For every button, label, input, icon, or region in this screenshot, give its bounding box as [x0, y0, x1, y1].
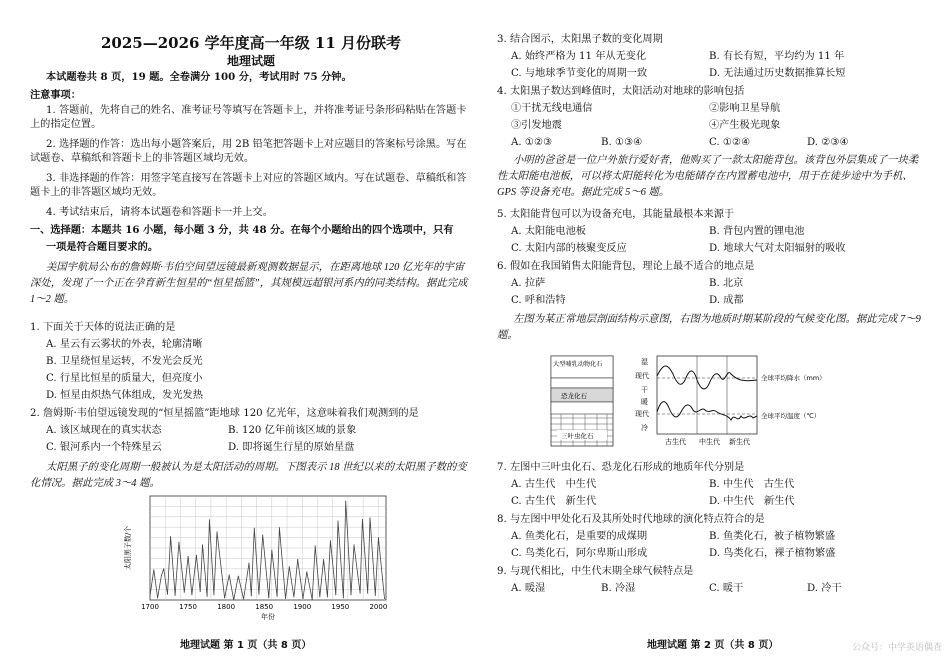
sunspot-point	[167, 594, 168, 595]
q8-option-d[interactable]: D. 鸟类化石，裸子植物繁盛	[709, 548, 836, 559]
label-cold: 冷	[641, 424, 648, 432]
q4-item-1: ①干扰无线电通信	[511, 103, 593, 114]
footer-page-1: 地理试题 第 1 页（共 8 页）	[180, 640, 312, 651]
sunspot-point	[153, 569, 154, 570]
sunspot-point	[161, 575, 162, 576]
q4-option-d[interactable]: D. ②③④	[807, 137, 849, 148]
layer-label-mammal: 大型哺乳动物化石	[553, 361, 603, 368]
watermark: 公众号：中学英语偶查	[851, 643, 942, 653]
q9-option-d[interactable]: D. 冷干	[807, 583, 842, 594]
note-2: 2. 选择题的作答：选出每小题答案后，用 2B 铅笔把答题卡上对应题目的答案标号涂黑。写在试题卷、草稿纸和答题卡上的非答题区域均无效。	[30, 139, 467, 164]
q2-option-c[interactable]: C. 银河系内一个特殊星云	[46, 442, 162, 453]
sunspot-chart	[118, 492, 398, 622]
q1-option-c[interactable]: C. 行星比恒星的质量大，但亮度小	[46, 373, 203, 384]
q6-option-a[interactable]: A. 拉萨	[511, 278, 546, 289]
sunspot-point	[184, 592, 185, 593]
sunspot-point	[229, 575, 230, 576]
label-warm: 暖	[641, 398, 648, 406]
sunspot-point	[343, 597, 344, 598]
era-cenozoic: 新生代	[729, 438, 750, 446]
sunspot-point	[303, 598, 304, 599]
x-tick-label: 2000	[369, 603, 388, 611]
section-1-line1: 一、选择题：本题共 16 小题，每小题 3 分，共 48 分。在每个小题给出的四个选项中，只有	[30, 224, 454, 236]
q7-option-d[interactable]: D. 中生代 新生代	[709, 496, 795, 507]
notes-heading: 注意事项：	[30, 89, 81, 101]
sunspot-point	[200, 591, 201, 592]
q6-stem: 6. 假如在我国销售太阳能背包，理论上最不适合的地点是	[497, 261, 755, 272]
sunspot-point	[360, 593, 361, 594]
q6-option-b[interactable]: B. 北京	[709, 278, 744, 289]
sunspot-point	[289, 566, 290, 567]
q5-option-a[interactable]: A. 太阳能电池板	[511, 226, 586, 237]
q4-option-a[interactable]: A. ①②③	[511, 137, 553, 148]
layer-jia	[551, 402, 613, 414]
footer-page-2: 地理试题 第 2 页（共 8 页）	[647, 640, 779, 651]
q7-option-a[interactable]: A. 古生代 中生代	[511, 479, 597, 490]
q7-stem: 7. 左图中三叶虫化石、恐龙化石形成的地质年代分别是	[497, 462, 745, 473]
q5-stem: 5. 太阳能背包可以为设备充电，其能量最根本来源于	[497, 209, 735, 220]
sunspot-point	[248, 563, 249, 564]
x-tick-labels	[141, 603, 387, 611]
sunspot-point	[323, 559, 324, 560]
q4-stem: 4. 太阳黑子数达到峰值时，太阳活动对地球的影响包括	[497, 86, 745, 97]
label-modern-temp: 现代	[635, 410, 649, 418]
sunspot-point	[330, 540, 331, 541]
section-1-line2: 一项是符合题目要求的。	[46, 241, 159, 253]
sunspot-point	[209, 519, 210, 520]
sunspot-point	[370, 517, 371, 518]
sunspot-point	[375, 595, 376, 596]
x-tick-label: 1700	[141, 603, 159, 611]
q1-stem: 1. 下面关于天体的说法正确的是	[30, 322, 176, 333]
x-axis-label: 年份	[261, 613, 275, 621]
sunspot-point	[345, 501, 346, 502]
sunspot-point	[384, 598, 385, 599]
sunspot-point	[277, 596, 278, 597]
sunspot-point	[350, 594, 351, 595]
sunspot-point	[319, 596, 320, 597]
q1-option-b[interactable]: B. 卫星绕恒星运转，不发光会反光	[46, 356, 203, 367]
sunspot-point	[251, 595, 252, 596]
passage-4: 左图为某正常地层剖面结构示意图，右图为地质时期某阶段的气候变化图。据此完成 7～9 题。	[497, 314, 921, 341]
sunspot-point	[271, 550, 272, 551]
sunspot-point	[216, 531, 217, 532]
sunspot-point	[297, 559, 298, 560]
q9-stem: 9. 与现代相比，中生代末期全球气候特点是	[497, 566, 694, 577]
sunspot-point	[178, 542, 179, 543]
q6-option-c[interactable]: C. 呼和浩特	[511, 295, 566, 306]
sunspot-point	[285, 598, 286, 599]
sunspot-point	[362, 519, 363, 520]
sunspot-point	[338, 520, 339, 521]
strata-climate-figure	[547, 350, 877, 452]
passage-3: 小明的爸爸是一位户外旅行爱好者，他购买了一款太阳能背包。该背包外层集成了一块柔性太阳能电池板，可以将太阳能转化为电能储存在内置蓄电池中，用于在徒步途中为手机、GPS 等设备充电。据此完成 5～6 题。	[497, 155, 919, 198]
q7-option-b[interactable]: B. 中生代 古生代	[709, 479, 795, 490]
passage-2: 太阳黑子的变化周期一般被认为是太阳活动的周期。下图表示 18 世纪以来的太阳黑子数的变化情况。据此完成 3～4 题。	[30, 462, 467, 489]
sunspot-point	[306, 571, 307, 572]
label-dry: 干	[641, 386, 648, 394]
x-tick-label: 1900	[293, 603, 312, 611]
x-tick-label: 1950	[331, 603, 350, 611]
label-precip: 全球平均降水（mm）	[761, 374, 826, 382]
q2-option-d[interactable]: D. 即将诞生行星的原始星盘	[228, 442, 355, 453]
q8-option-c[interactable]: C. 鸟类化石，阿尔卑斯山形成	[511, 548, 648, 559]
q4-option-c[interactable]: C. ①②④	[709, 137, 751, 148]
note-3: 3. 非选择题的作答：用签字笔直接写在答题卡上对应的答题区域内。写在试题卷、草稿纸和答题卡上的非答题区域均无效。	[30, 173, 467, 198]
q5-option-d[interactable]: D. 地球大气对太阳辐射的吸收	[709, 243, 846, 254]
q1-option-a[interactable]: A. 星云有云雾状的外表，轮廓清晰	[46, 339, 203, 350]
sunspot-point	[279, 527, 280, 528]
q3-option-c[interactable]: C. 与地球季节变化的周期一致	[511, 68, 648, 79]
note-4: 4. 考试结束后，请将本试题卷和答题卡一并上交。	[46, 207, 273, 218]
y-axis-label: 太阳黑子数/个	[124, 525, 132, 571]
q3-stem: 3. 结合图示，太阳黑子数的变化周期	[497, 34, 663, 45]
sunspot-point	[258, 594, 259, 595]
era-mesozoic: 中生代	[699, 438, 720, 446]
q9-option-a[interactable]: A. 暖湿	[511, 583, 546, 594]
sunspot-point	[327, 596, 328, 597]
sunspot-point	[293, 596, 294, 597]
sunspot-point	[224, 597, 225, 598]
q4-item-2: ②影响卫星导航	[709, 103, 781, 114]
sunspot-point	[354, 544, 355, 545]
sunspot-point	[268, 597, 269, 598]
x-tick-label: 1750	[179, 603, 197, 611]
sunspot-point	[335, 594, 336, 595]
exam-title: 2025—2026 学年度高一年级 11 月份联考	[100, 34, 402, 52]
q2-option-b[interactable]: B. 120 亿年前该区域的景象	[228, 425, 357, 436]
sunspot-point	[150, 595, 151, 596]
x-tick-label: 1850	[255, 603, 274, 611]
q3-option-b[interactable]: B. 有长有短，平均约为 11 年	[709, 51, 845, 62]
sunspot-point	[196, 555, 197, 556]
q5-option-c[interactable]: C. 太阳内部的核聚变反应	[511, 243, 627, 254]
q8-option-a[interactable]: A. 鱼类化石，是重要的成煤期	[511, 531, 648, 542]
sunspot-point	[233, 600, 234, 601]
sunspot-point	[163, 568, 164, 569]
sunspot-point	[207, 596, 208, 597]
label-temp: 全球平均温度（℃）	[761, 412, 821, 420]
sunspot-point	[312, 599, 313, 600]
sunspot-point	[262, 535, 263, 536]
q3-option-d[interactable]: D. 无法通过历史数据推算长短	[709, 68, 846, 79]
sunspot-point	[315, 545, 316, 546]
q2-stem: 2. 詹姆斯·韦伯望远镜发现的“恒星摇篮”距地球 120 亿光年，这意味着我们观测到的是	[30, 408, 419, 419]
sunspot-point	[367, 593, 368, 594]
x-tick-label: 1800	[217, 603, 236, 611]
sunspot-point	[254, 528, 255, 529]
sunspot-point	[213, 594, 214, 595]
q9-option-c[interactable]: C. 暖干	[709, 583, 744, 594]
q8-stem: 8. 与左图中甲处化石及其所处时代地球的演化特点符合的是	[497, 514, 765, 525]
q5-option-b[interactable]: B. 背包内置的锂电池	[709, 226, 805, 237]
q8-option-b[interactable]: B. 鱼类化石，被子植物繁盛	[709, 531, 836, 542]
sunspot-point	[170, 536, 171, 537]
label-wet: 湿	[641, 358, 648, 366]
sunspot-point	[243, 598, 244, 599]
climate-chart	[635, 356, 826, 446]
q6-option-d[interactable]: D. 成都	[709, 295, 744, 306]
q4-item-3: ③引发地震	[511, 120, 562, 131]
q4-option-b[interactable]: B. ①③④	[601, 137, 643, 148]
sunspot-point	[378, 537, 379, 538]
sunspot-point	[202, 544, 203, 545]
sunspot-point	[175, 595, 176, 596]
q3-option-a[interactable]: A. 始终严格为 11 年从无变化	[511, 51, 647, 62]
sunspot-point	[238, 576, 239, 577]
exam-info: 本试题卷共 8 页，19 题。全卷满分 100 分，考试用时 75 分钟。	[46, 71, 352, 83]
label-modern-precip: 现代	[635, 372, 649, 380]
strata-column	[551, 356, 613, 446]
era-paleozoic: 古生代	[665, 438, 686, 446]
sunspot-point	[157, 597, 158, 598]
q9-option-b[interactable]: B. 冷湿	[601, 583, 636, 594]
q7-option-c[interactable]: C. 古生代 新生代	[511, 496, 597, 507]
q4-item-4: ④产生极光现象	[709, 120, 781, 131]
exam-subtitle: 地理试题	[226, 54, 275, 68]
q1-option-d[interactable]: D. 恒星由炽热气体组成，发光发热	[46, 390, 203, 401]
sunspot-point	[188, 556, 189, 557]
sunspot-point	[191, 594, 192, 595]
layer-label-trilobite: 三叶虫化石	[561, 432, 594, 440]
passage-1: 美国宇航局公布的詹姆斯·韦伯空间望远镜最新观测数据显示，在距离地球 120 亿光年的宇宙深处，发现了一个正在孕育新生恒星的“恒星摇篮”，其规模远超银河系内的同类结构。据此完成 1～2 题。	[30, 262, 468, 305]
q2-option-a[interactable]: A. 该区域现在的真实状态	[46, 425, 162, 436]
layer-label-dinosaur: 恐龙化石	[561, 392, 587, 400]
note-1: 1. 答题前，先将自己的姓名、准考证号等填写在答题卡上，并将准考证号条形码粘贴在答题卡上的指定位置。	[30, 105, 467, 130]
